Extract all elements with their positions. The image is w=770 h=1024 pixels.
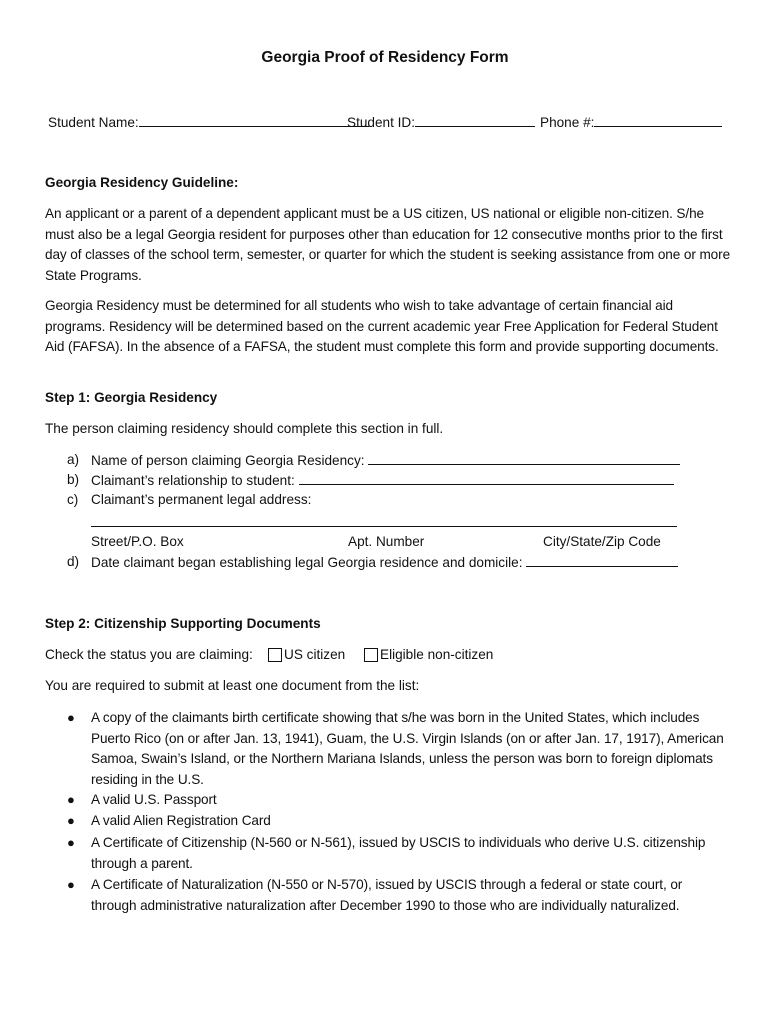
item-b-text: Claimant’s relationship to student: — [91, 473, 295, 488]
us-citizen-label: US citizen — [284, 647, 346, 662]
document-item-naturalization-certificate: A Certificate of Naturalization (N-550 or N-570), issued by USCIS through a federal or state court, or through administrative naturalization after December 1990 to those who are individually naturalized. — [91, 877, 683, 913]
item-c-label: c) — [67, 492, 79, 507]
address-caption-apt: Apt. Number — [348, 534, 425, 549]
page-title: Georgia Proof of Residency Form — [261, 49, 509, 66]
student-name-input[interactable] — [139, 112, 369, 127]
document-item-birth-certificate: A copy of the claimants birth certificate showing that s/he was born in the United States, which includes Puerto Rico (on or after Jan. 13, 1941), Guam, the U.S. Virgin Islands (on or after Jan. 17, 1917), American Samoa, Swain’s Island, or the Northern Mariana Islands, unless the person was born to foreign diplomats residing in the U.S. — [91, 710, 724, 787]
phone-field — [540, 112, 722, 134]
student-id-input[interactable] — [415, 112, 535, 127]
bullet-marker: ● — [67, 877, 75, 892]
item-b — [91, 470, 674, 492]
student-id-field — [347, 112, 535, 134]
document-item-passport: A valid U.S. Passport — [91, 792, 217, 807]
item-d-label: d) — [67, 554, 80, 569]
address-caption-street: Street/P.O. Box — [91, 534, 184, 549]
address-caption-city: City/State/Zip Code — [543, 534, 661, 549]
student-id-label: Student ID: — [347, 115, 416, 130]
step2-heading: Step 2: Citizenship Supporting Documents — [45, 616, 321, 631]
residence-date-input[interactable] — [526, 552, 678, 567]
guideline-paragraph-1: An applicant or a parent of a dependent applicant must be a US citizen, US national or eligible non-citizen. S/he must also be a legal Georgia resident for purposes other than education for 12 consecutive months prior to the first day of classes of the school term, semester, or quarter for which the student is seeking assistance from one or more State Programs. — [45, 206, 731, 283]
step1-heading: Step 1: Georgia Residency — [45, 390, 218, 405]
item-d — [91, 552, 678, 574]
item-a-label: a) — [67, 452, 80, 467]
bullet-marker: ● — [67, 710, 75, 725]
guideline-paragraph-2: Georgia Residency must be determined for all students who wish to take advantage of certain financial aid programs. Residency will be determined based on the current academic year Free Application for Federal Student Aid (FAFSA). In the absence of a FAFSA, the student must complete this form and provide supporting documents. — [45, 298, 719, 354]
claimant-name-input[interactable] — [368, 450, 680, 465]
student-name-field — [48, 112, 369, 134]
phone-input[interactable] — [594, 112, 722, 127]
item-a — [91, 450, 680, 472]
guideline-heading: Georgia Residency Guideline: — [45, 175, 239, 190]
eligible-non-citizen-checkbox[interactable] — [364, 648, 378, 662]
item-a-text: Name of person claiming Georgia Residency: — [91, 453, 365, 468]
step1-intro: The person claiming residency should complete this section in full. — [45, 421, 444, 436]
student-name-label: Student Name: — [48, 115, 139, 130]
us-citizen-checkbox[interactable] — [268, 648, 282, 662]
address-input[interactable] — [91, 512, 677, 527]
relationship-input[interactable] — [299, 470, 674, 485]
bullet-marker: ● — [67, 792, 75, 807]
item-c-text: Claimant’s permanent legal address: — [91, 492, 312, 507]
bullet-marker: ● — [67, 813, 75, 828]
document-item-citizenship-certificate: A Certificate of Citizenship (N-560 or N-561), issued by USCIS to individuals who derive U.S. citizenship through a parent. — [91, 835, 706, 871]
eligible-non-citizen-label: Eligible non-citizen — [380, 647, 494, 662]
status-check-label: Check the status you are claiming: — [45, 647, 253, 662]
required-documents-text: You are required to submit at least one document from the list: — [45, 678, 420, 693]
phone-label: Phone #: — [540, 115, 595, 130]
item-b-label: b) — [67, 472, 80, 487]
document-item-alien-card: A valid Alien Registration Card — [91, 813, 271, 828]
bullet-marker: ● — [67, 835, 75, 850]
item-d-text: Date claimant began establishing legal Georgia residence and domicile: — [91, 555, 523, 570]
